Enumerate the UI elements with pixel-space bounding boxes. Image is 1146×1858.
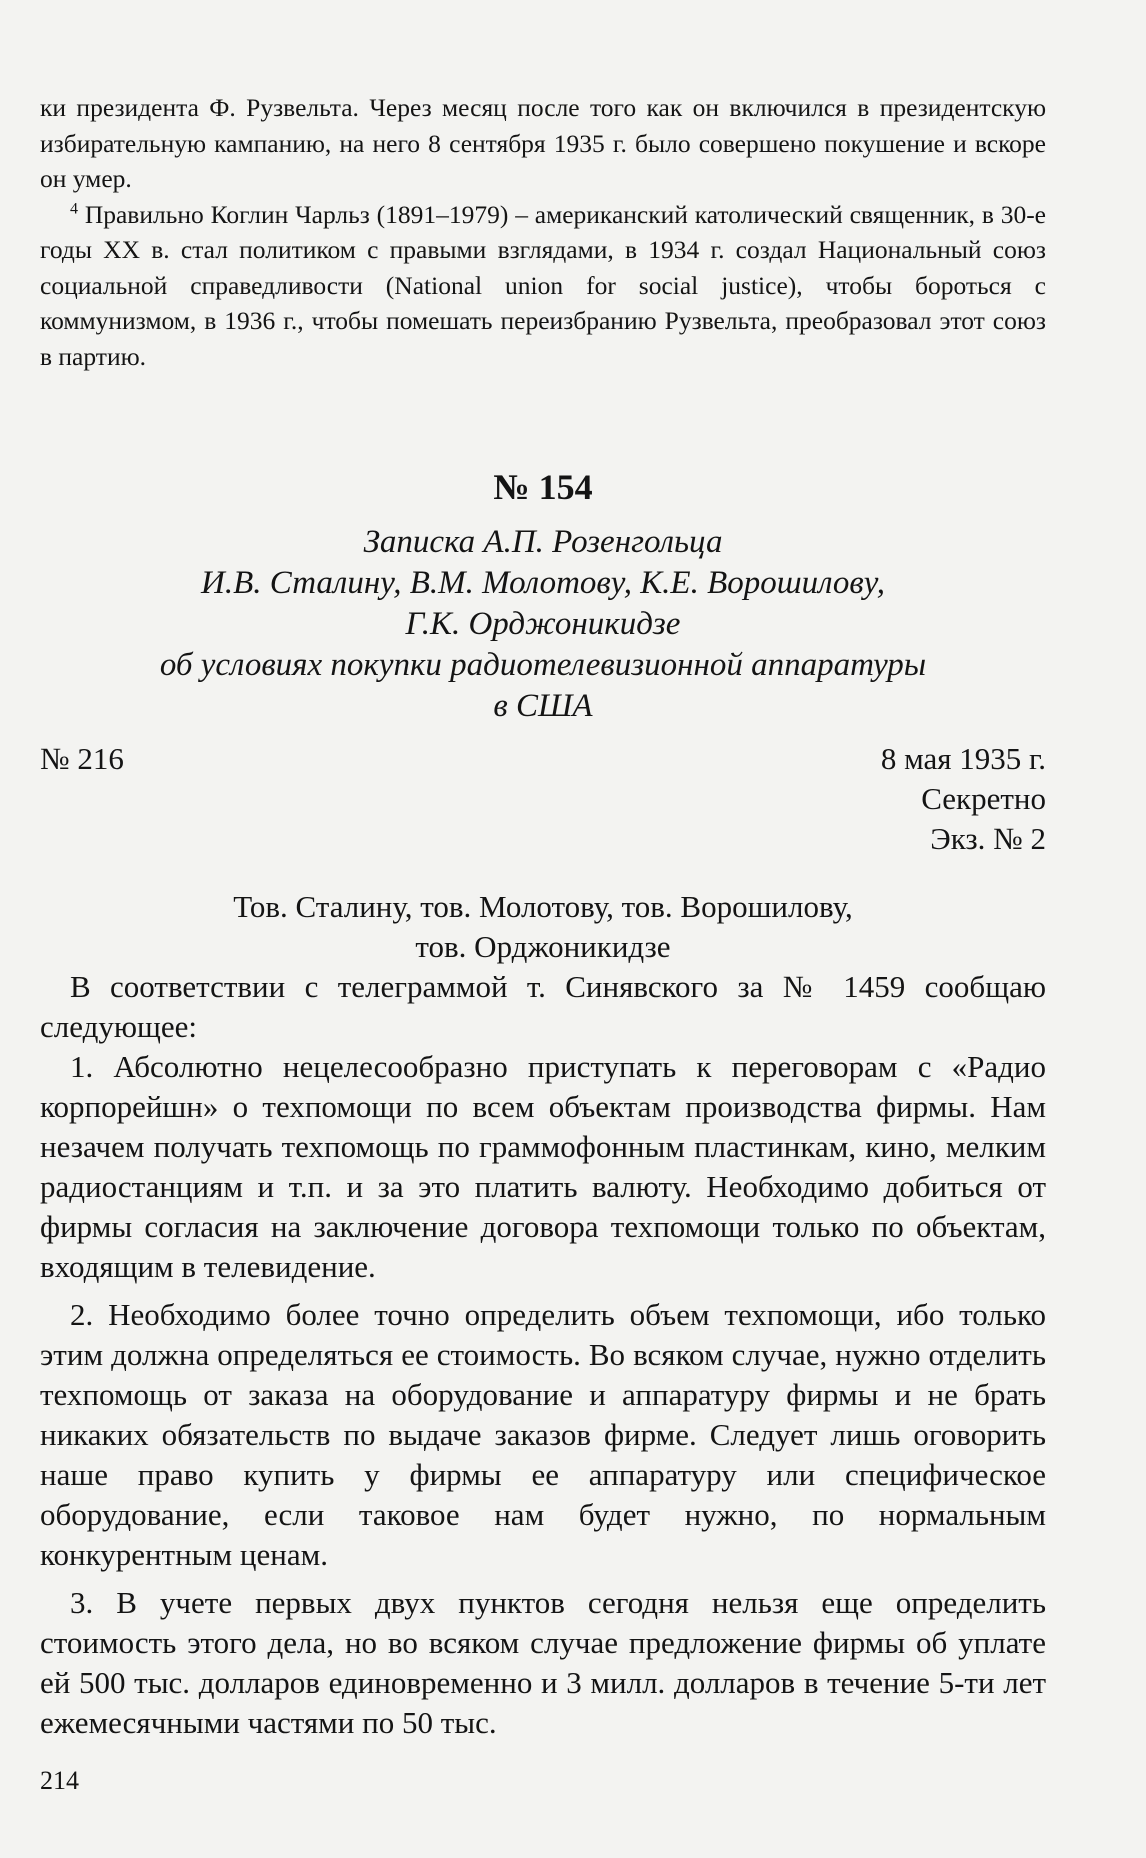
page-number: 214 xyxy=(40,1766,79,1795)
addressee-block xyxy=(40,887,1046,967)
document-date: 8 мая 1935 г. xyxy=(880,741,1046,776)
addressee-line: Тов. Сталину, тов. Молотову, тов. Ворошилову, xyxy=(233,889,853,924)
registration-number: № 216 xyxy=(40,741,124,776)
document-body xyxy=(40,967,1046,1743)
classification-mark: Секретно xyxy=(921,781,1046,816)
footnote-continuation: ки президента Ф. Рузвельта. Через месяц после того как он включился в президентскую избирательную кампанию, на него 8 сентября 1935 г. было совершено покушение и вскоре он умер. xyxy=(40,93,1046,193)
body-paragraph: 2. Необходимо более точно определить объем техпомощи, ибо только этим должна определяться ее стоимость. Во всяком случае, нужно отделить техпомощь от заказа на оборудование и аппаратуру фирмы и не брать никаких обязательств по выдаче заказов фирме. Следует лишь оговорить наше право купить у фирмы ее аппаратуру или специфическое оборудование, если таковое нам будет нужно, по нормальным конкурентным ценам. xyxy=(40,1297,1046,1572)
footnote-4-text: Правильно Коглин Чарльз (1891–1979) – американский католический священник, в 30-е годы XX в. стал политиком с правыми взглядами, в 1934 г. создал Национальный союз социальной справедливости (National union for social justice), чтобы бороться с коммунизмом, в 1936 г., чтобы помешать переизбранию Рузвельта, преобразовал этот союз в партию. xyxy=(40,199,1047,371)
body-paragraph: 3. В учете первых двух пунктов сегодня нельзя еще определить стоимость этого дела, но во всяком случае предложение фирмы об уплате ей 500 тыс. долларов единовременно и 3 милл. долларов в течение 5-ти лет ежемесячными частями по 50 тыс. xyxy=(40,1585,1046,1740)
title-line: Г.К. Орджоникидзе xyxy=(405,606,681,642)
addressee-line: тов. Орджоникидзе xyxy=(415,929,671,964)
title-line: об условиях покупки радиотелевизионной аппаратуры xyxy=(159,647,927,683)
copy-number: Экз. № 2 xyxy=(930,821,1046,856)
title-line: в США xyxy=(493,688,593,724)
footnote-marker: 4 xyxy=(70,200,78,217)
footnote-4 xyxy=(40,197,1046,375)
body-paragraph: В соответствии с телеграммой т. Синявского за № 1459 сообщаю следующее: xyxy=(40,969,1046,1044)
document-title xyxy=(40,522,1046,727)
title-line: И.В. Сталину, В.М. Молотову, К.Е. Ворошилову, xyxy=(200,565,886,601)
page-content xyxy=(40,90,1046,1743)
title-line: Записка А.П. Розенгольца xyxy=(363,524,723,560)
document-number: № 154 xyxy=(493,467,593,507)
registration-row xyxy=(40,739,1046,779)
body-paragraph: 1. Абсолютно нецелесообразно приступать к переговорам с «Радио корпорейшн» о техпомощи по всем объектам производства фирмы. Нам незачем получать техпомощь по граммофонным пластинкам, кино, мелким радиостанциям и т.п. и за это платить валюту. Необходимо добиться от фирмы согласия на заключение договора техпомощи только по объектам, входящим в телевидение. xyxy=(40,1049,1046,1284)
